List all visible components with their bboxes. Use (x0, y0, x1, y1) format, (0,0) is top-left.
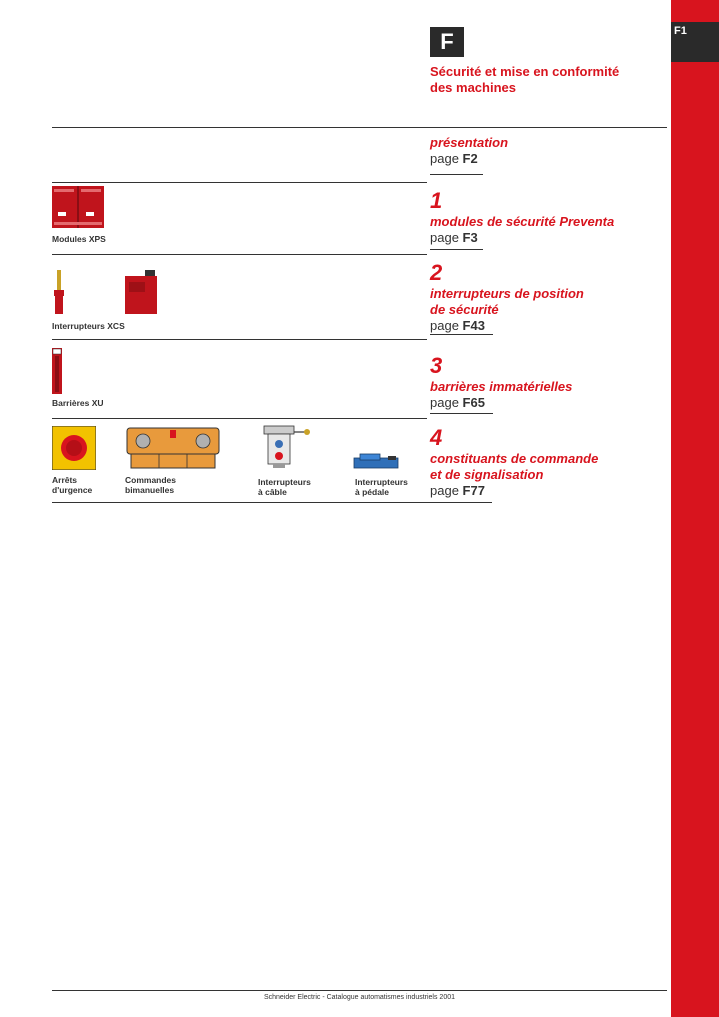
entry-label: présentation (430, 135, 509, 150)
entry-label-line1: constituants de commande (430, 451, 599, 466)
entry-label-line1: interrupteurs de position (430, 286, 584, 301)
caption-pedale: Interrupteurs à pédale (355, 477, 408, 497)
entry-rule (430, 249, 483, 250)
caption-cable: Interrupteurs à câble (258, 477, 311, 497)
entry-label-line2: et de signalisation (430, 467, 544, 482)
entry-number: 4 (430, 425, 443, 450)
entry-page: page F2 (430, 151, 478, 166)
entry-1[interactable] (430, 190, 670, 246)
entry-rule (430, 413, 493, 414)
row-rule (52, 182, 427, 183)
row-rule (52, 254, 427, 255)
entry-page: page F77 (430, 483, 485, 498)
section-title (430, 64, 670, 96)
entry-page: page F65 (430, 395, 485, 410)
entry-page: page F43 (430, 318, 485, 333)
header-rule (52, 127, 667, 128)
cable-switch-image (258, 424, 312, 470)
section-letter-box: F (430, 27, 464, 57)
xcs-switch-image (125, 270, 157, 314)
caption-xu: Barrières XU (52, 398, 104, 408)
row-rule (52, 339, 427, 340)
foot-switch-image (352, 452, 400, 470)
entry-number: 2 (430, 260, 443, 285)
section-title-line1: Sécurité et mise en conformité (430, 64, 620, 79)
caption-xps: Modules XPS (52, 234, 106, 244)
entry-3[interactable] (430, 355, 670, 411)
emergency-stop-image (52, 426, 96, 470)
caption-bimanuelles: Commandes bimanuelles (125, 475, 177, 495)
entry-presentation[interactable] (430, 135, 670, 167)
entry-page: page F3 (430, 230, 478, 245)
xu-barrier-image (52, 348, 62, 394)
entry-number: 3 (430, 353, 443, 378)
footer-rule (52, 990, 667, 991)
section-title-line2: des machines (430, 80, 516, 95)
entry-rule (430, 334, 493, 335)
entry-rule (430, 174, 483, 175)
entry-number: 1 (430, 188, 443, 213)
caption-arrets: Arrêts d'urgence (52, 475, 93, 495)
page-tab: F1 (671, 22, 719, 62)
row-rule (52, 502, 492, 503)
footer-text: Schneider Electric - Catalogue automatismes industriels 2001 (263, 994, 456, 1001)
row-rule (52, 418, 427, 419)
edge-color-bar (671, 0, 719, 1017)
entry-4[interactable] (430, 427, 670, 499)
xps-module-image (52, 186, 104, 228)
entry-label-line2: de sécurité (430, 302, 499, 317)
entry-2[interactable] (430, 262, 670, 334)
two-hand-control-image (125, 426, 221, 470)
entry-label: modules de sécurité Preventa (430, 214, 615, 229)
xcs-key-image (52, 270, 66, 316)
entry-label: barrières immatérielles (430, 379, 573, 394)
caption-xcs: Interrupteurs XCS (52, 321, 125, 331)
